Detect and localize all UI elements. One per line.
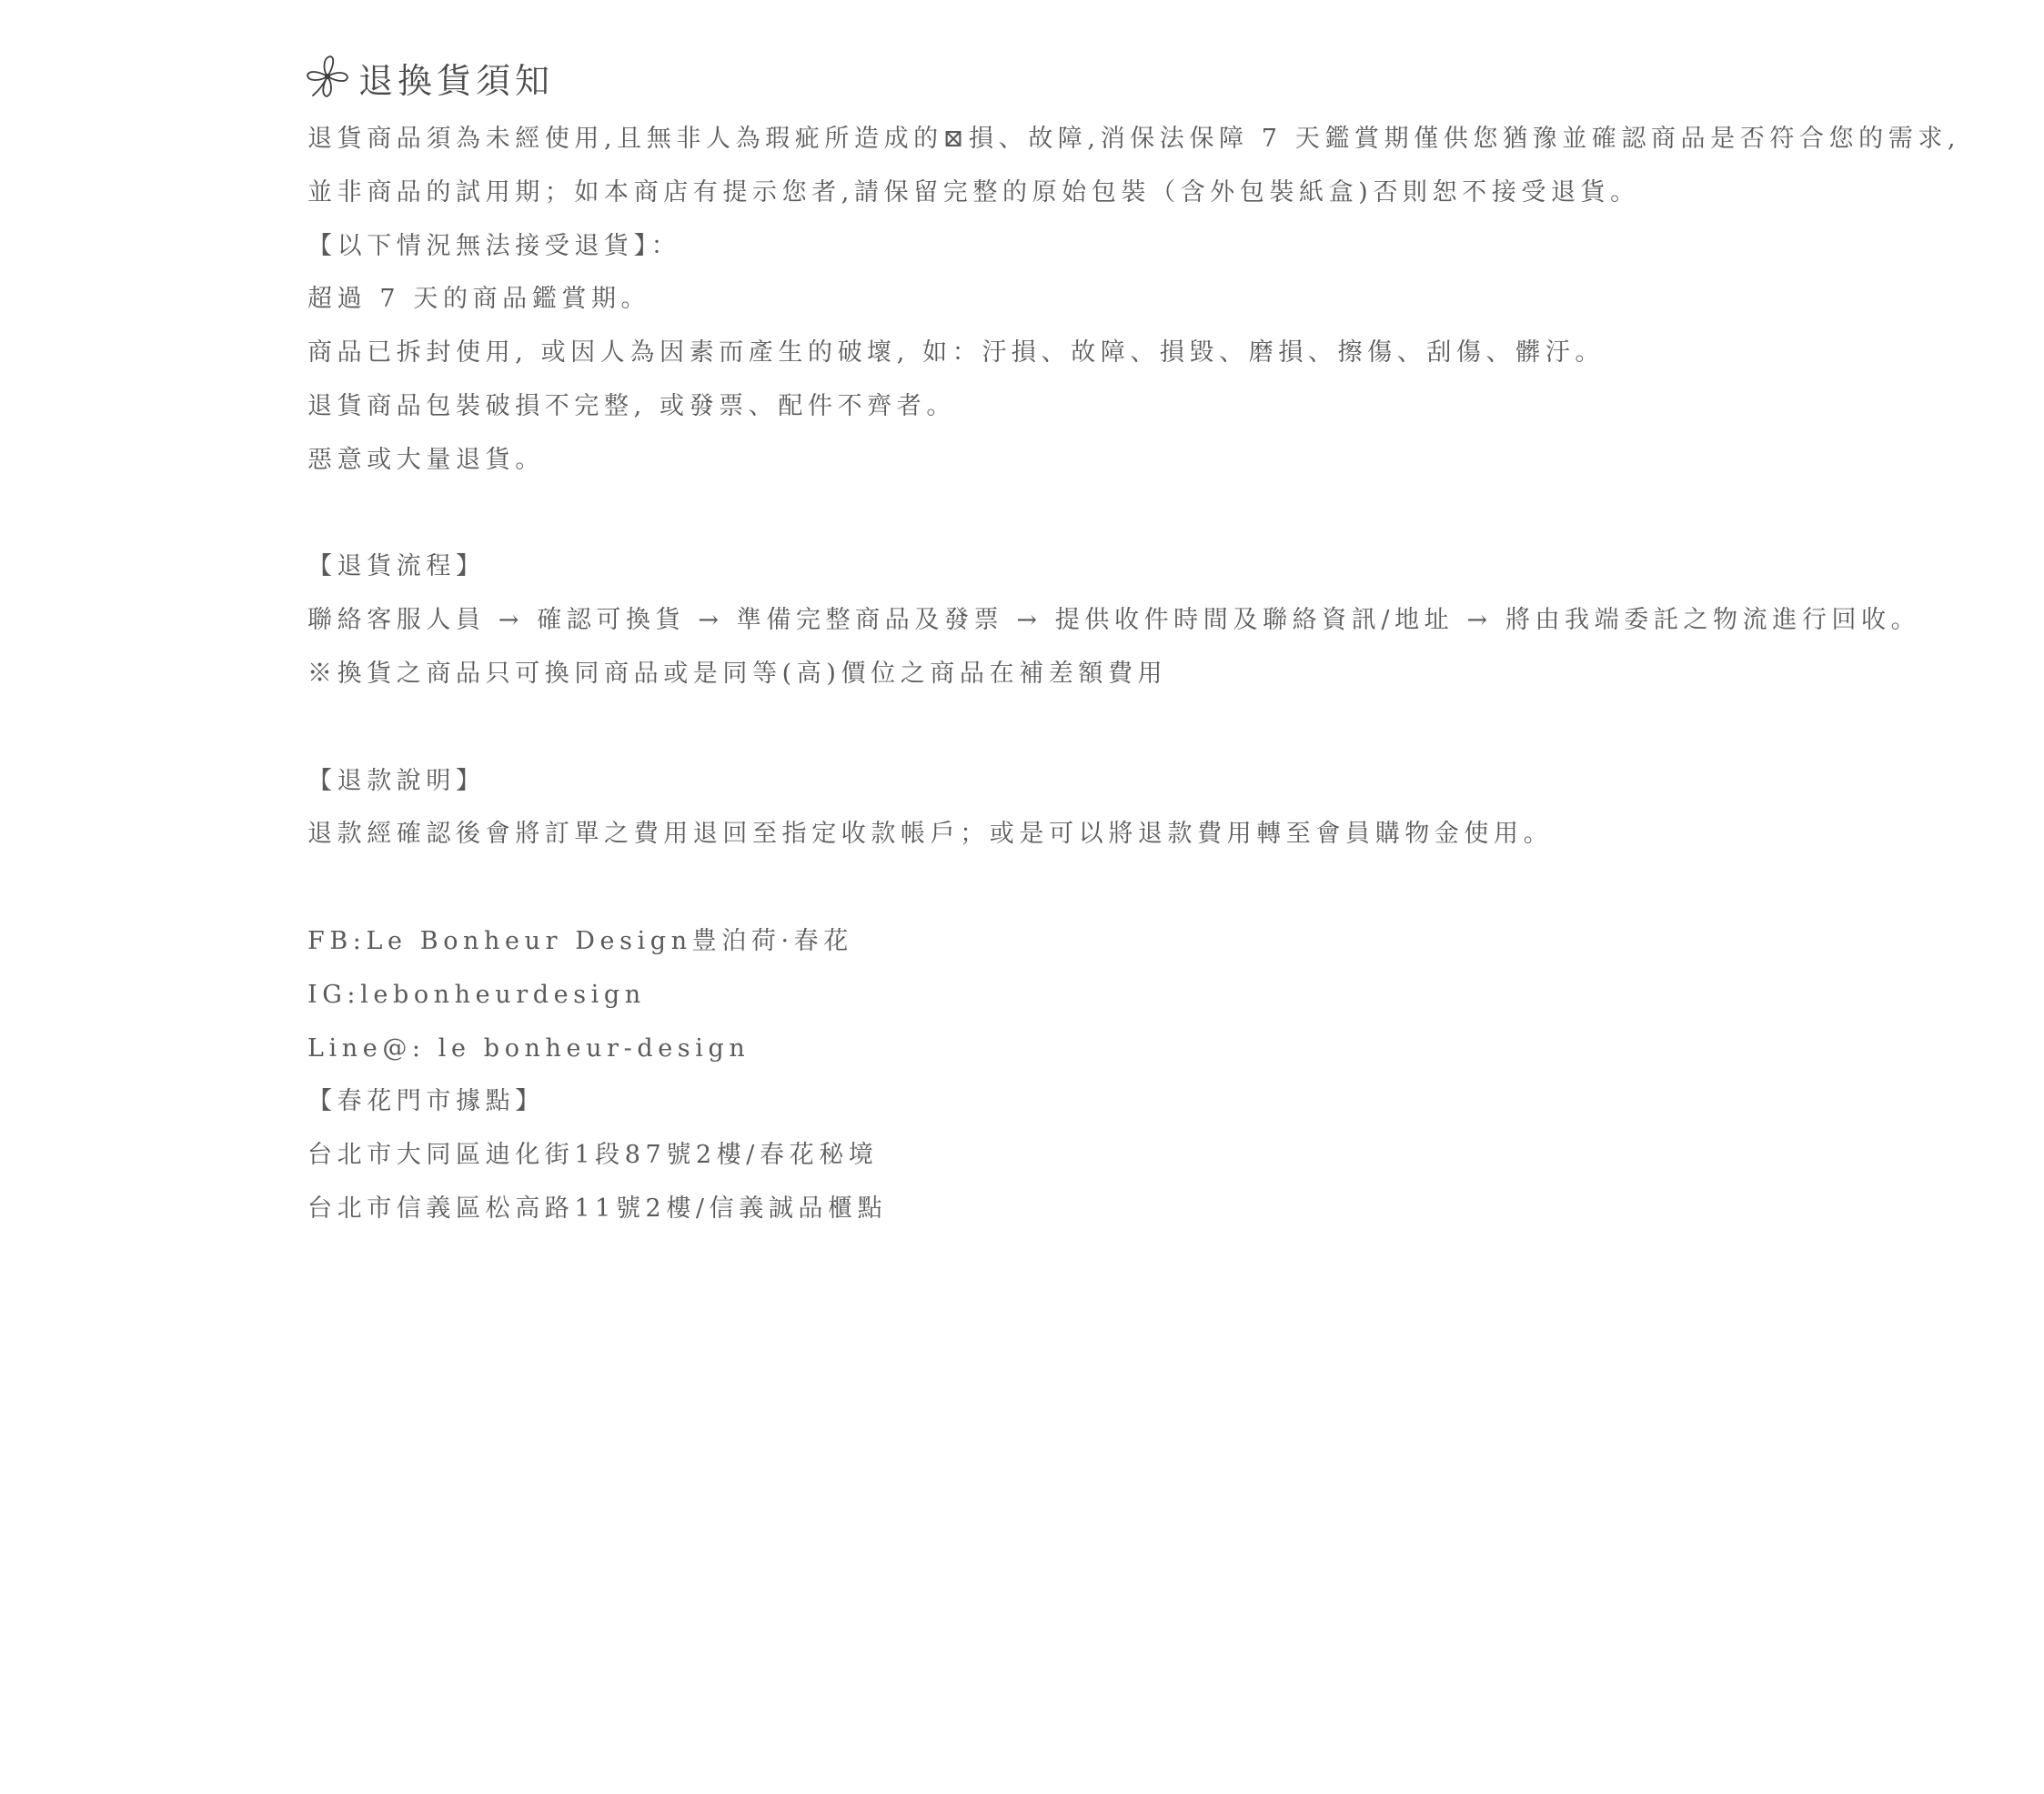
policy-body — [307, 113, 2018, 1236]
spacer — [307, 701, 2018, 755]
stores-heading: 【春花門市據點】 — [307, 1087, 545, 1116]
process-heading: 【退貨流程】 — [307, 552, 486, 581]
refund-text: 退款經確認後會將訂單之費用退回至指定收款帳戶；或是可以將退款費用轉至會員購物金使用。 — [307, 820, 1554, 849]
exclusion-item: 退貨商品包裝破損不完整, 或發票、配件不齊者。 — [307, 391, 956, 420]
exclusion-item: 超過 7 天的商品鑑賞期。 — [307, 285, 651, 314]
contact-ig: IG:lebonheurdesign — [307, 980, 646, 1009]
page-title: 退換貨須知 — [358, 60, 555, 101]
contact-fb: FB:Le Bonheur Design豊泊荷·春花 — [307, 926, 853, 955]
exclusions-heading: 【以下情況無法接受退貨】： — [307, 231, 681, 260]
refund-heading: 【退款說明】 — [307, 766, 486, 795]
spacer — [307, 862, 2018, 915]
return-policy-notice — [307, 47, 2018, 1236]
flower-icon — [304, 54, 351, 101]
contact-line: Line@: le bonheur-design — [307, 1033, 750, 1063]
title-row — [304, 47, 2018, 107]
process-steps: 聯絡客服人員 → 確認可換貨 → 準備完整商品及發票 → 提供收件時間及聯絡資訊/地址 → 將由我端委託之物流進行回收。 — [307, 606, 1921, 635]
exclusion-item: 惡意或大量退貨。 — [307, 445, 545, 474]
spacer — [307, 488, 2018, 541]
process-note: ※換貨之商品只可換同商品或是同等(高)價位之商品在補差額費用 — [307, 659, 1168, 688]
intro-line-2: 並非商品的試用期；如本商店有提示您者,請保留完整的原始包裝（含外包裝紙盒)否則恕不接受退貨。 — [307, 177, 1640, 207]
exclusion-item: 商品已拆封使用, 或因人為因素而產生的破壞, 如：汙損、故障、損毀、磨損、擦傷、刮傷、髒汙。 — [307, 338, 1605, 368]
intro-line-1: 退貨商品須為未經使用,且無非人為瑕疵所造成的⊠損、故障,消保法保障 7 天鑑賞期僅供您猶豫並確認商品是否符合您的需求, — [307, 125, 1961, 153]
store-item: 台北市大同區迪化街1段87號2樓/春花秘境 — [307, 1141, 879, 1170]
store-item: 台北市信義區松高路11號2樓/信義誠品櫃點 — [307, 1194, 888, 1223]
